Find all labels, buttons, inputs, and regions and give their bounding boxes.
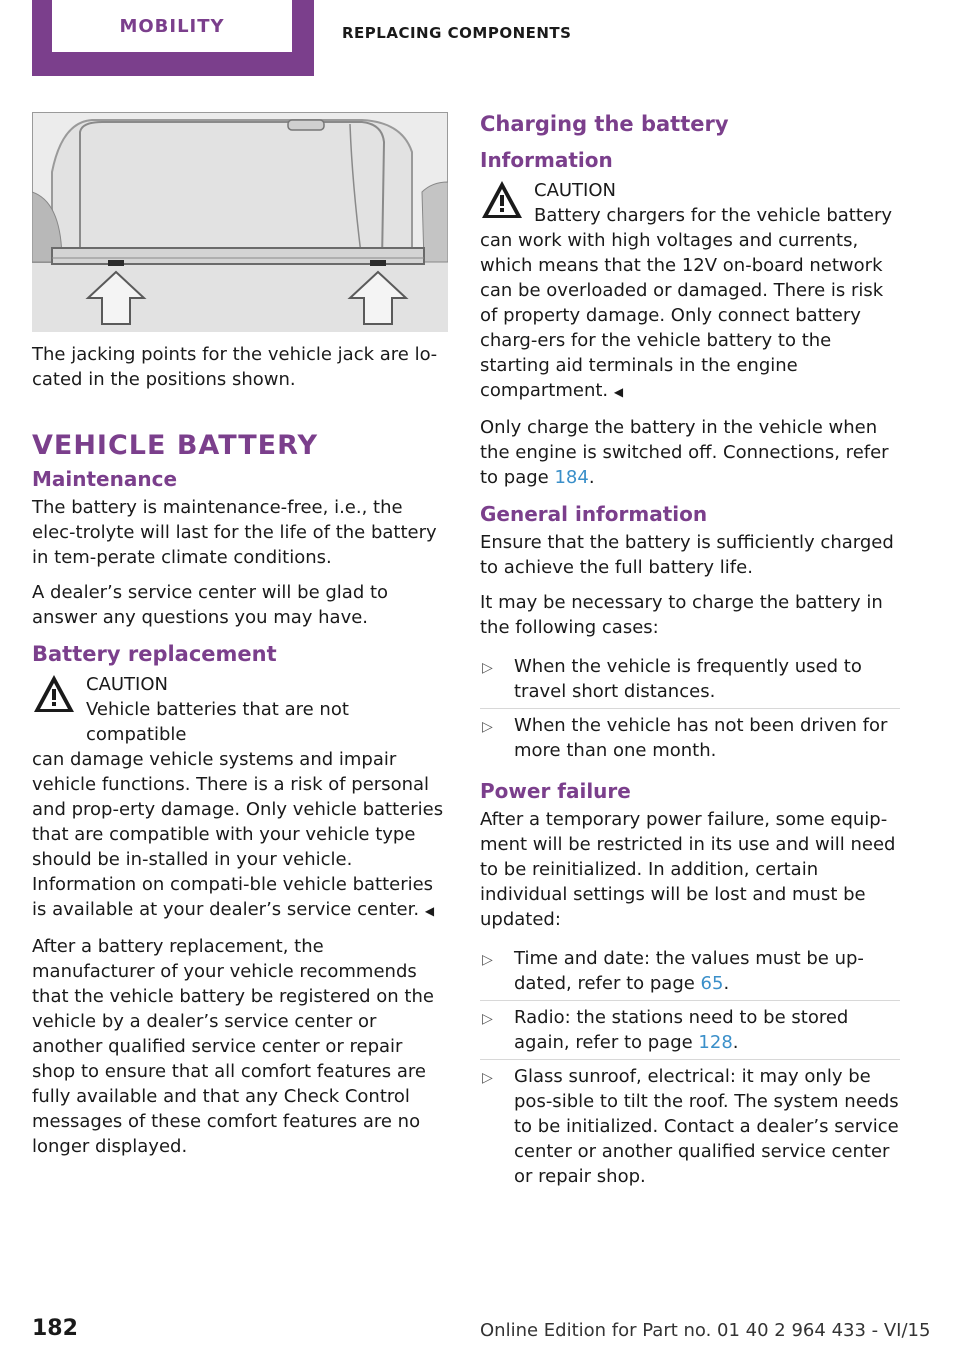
end-mark-icon: ◀ bbox=[613, 385, 624, 399]
caution-body-text: can damage vehicle systems and impair vehicle functions. There is a risk of personal and prop‐erty damage. Only vehicle batteries that are compatible with your vehicle type should be in‐stalled in your vehicle. Information on compati‐ble vehicle batteries is available at your dealer’s service center. bbox=[32, 749, 444, 920]
edition-footer: Online Edition for Part no. 01 40 2 964 433 - VI/15 bbox=[480, 1320, 931, 1341]
vehicle-side-illustration bbox=[32, 112, 448, 332]
caution-block-charging bbox=[480, 176, 900, 405]
heading-information: Information bbox=[480, 148, 613, 172]
paragraph-text: Only charge the battery in the vehicle when the engine is switched off. Connections, refer to page bbox=[480, 417, 889, 488]
header-tab-inner bbox=[52, 0, 292, 52]
caution-body bbox=[32, 747, 448, 924]
warning-triangle-icon bbox=[480, 178, 524, 222]
list-item bbox=[480, 650, 900, 709]
heading-general-information: General information bbox=[480, 502, 708, 526]
caution-body-text: can work with high voltages and currents, which means that the 12V on-board network can be overloaded or damaged. There is risk of property damage. Only connect battery charg‐ers for the vehicle battery to the starting aid terminals in the engine compartment. bbox=[480, 230, 884, 401]
triangle-bullet-icon: ▷ bbox=[482, 1011, 493, 1027]
page-link-184[interactable]: 184 bbox=[554, 467, 589, 488]
page-link-65[interactable]: 65 bbox=[700, 973, 724, 994]
caution-body bbox=[480, 228, 900, 405]
caution-title: CAUTION bbox=[534, 180, 616, 201]
triangle-bullet-icon: ▷ bbox=[482, 719, 493, 735]
page-number: 182 bbox=[32, 1316, 78, 1341]
list-item bbox=[480, 942, 900, 1001]
left-column bbox=[32, 112, 448, 1169]
page-link-128[interactable]: 128 bbox=[698, 1032, 733, 1053]
paragraph-after-replacement: After a battery replacement, the manufacturer of your vehicle recommends that the vehicle battery be registered on the vehicle by a dealer’s service center or another qualified service center or repair shop to ensure that all comfort features are fully available and that any Check Control messages of these comfort features are no longer displayed. bbox=[32, 936, 434, 1157]
caution-header bbox=[32, 670, 448, 747]
paragraph-general-1: Ensure that the battery is sufficiently charged to achieve the full battery life. bbox=[480, 532, 894, 578]
list-item-text: When the vehicle has not been driven for more than one month. bbox=[514, 715, 888, 761]
triangle-bullet-icon: ▷ bbox=[482, 1070, 493, 1086]
paragraph-maintenance-2: A dealer’s service center will be glad to answer any questions you may have. bbox=[32, 582, 389, 628]
end-mark-icon: ◀ bbox=[424, 904, 435, 918]
heading-maintenance: Maintenance bbox=[32, 467, 178, 491]
heading-vehicle-battery: VEHICLE BATTERY bbox=[32, 430, 318, 461]
list-item-text: When the vehicle is frequently used to travel short distances. bbox=[514, 656, 862, 702]
list-item bbox=[480, 1060, 900, 1193]
paragraph-charge-engine-off bbox=[480, 415, 900, 490]
paragraph-text: . bbox=[588, 467, 595, 488]
list-item-text: . bbox=[723, 973, 730, 994]
figure-caption: The jacking points for the vehicle jack are lo‐cated in the positions shown. bbox=[32, 344, 438, 390]
paragraph-power-failure: After a temporary power failure, some equip‐ment will be restricted in its use and will need to be reinitialized. In addition, certain individual settings will be lost and must be updated: bbox=[480, 809, 896, 930]
list-item bbox=[480, 709, 900, 767]
heading-charging-battery: Charging the battery bbox=[480, 112, 729, 136]
heading-battery-replacement: Battery replacement bbox=[32, 642, 277, 666]
power-failure-bullet-list bbox=[480, 942, 900, 1193]
list-item-text: Glass sunroof, electrical: it may only be pos‐sible to tilt the roof. The system needs to be initialized. Contact a dealer’s service center or another qualified service center or repair shop. bbox=[514, 1066, 899, 1187]
caution-text-head bbox=[86, 670, 448, 747]
general-bullet-list bbox=[480, 650, 900, 767]
paragraph-maintenance-1: The battery is maintenance-free, i.e., the elec‐trolyte will last for the life of the battery in tem‐perate climate conditions. bbox=[32, 497, 437, 568]
triangle-bullet-icon: ▷ bbox=[482, 952, 493, 968]
list-item-text: . bbox=[732, 1032, 739, 1053]
warning-triangle-icon bbox=[32, 672, 76, 716]
chapter-label: MOBILITY bbox=[119, 15, 225, 37]
heading-power-failure: Power failure bbox=[480, 779, 631, 803]
triangle-bullet-icon: ▷ bbox=[482, 660, 493, 676]
header-tab bbox=[32, 0, 314, 76]
section-label: REPLACING COMPONENTS bbox=[342, 24, 572, 42]
list-item bbox=[480, 1001, 900, 1060]
paragraph-general-2: It may be necessary to charge the battery in the following cases: bbox=[480, 592, 883, 638]
list-item-text: Radio: the stations need to be stored again, refer to page bbox=[514, 1007, 849, 1053]
caution-text-head bbox=[534, 176, 892, 228]
right-column bbox=[480, 112, 900, 1201]
list-item-text: Time and date: the values must be up‐dated, refer to page bbox=[514, 948, 864, 994]
jacking-points-figure bbox=[32, 112, 448, 332]
caution-first-line: Vehicle batteries that are not compatible bbox=[86, 699, 349, 745]
caution-title: CAUTION bbox=[86, 674, 168, 695]
caution-block-replacement bbox=[32, 670, 448, 924]
caution-header bbox=[480, 176, 900, 228]
caution-first-line: Battery chargers for the vehicle battery bbox=[534, 205, 893, 226]
